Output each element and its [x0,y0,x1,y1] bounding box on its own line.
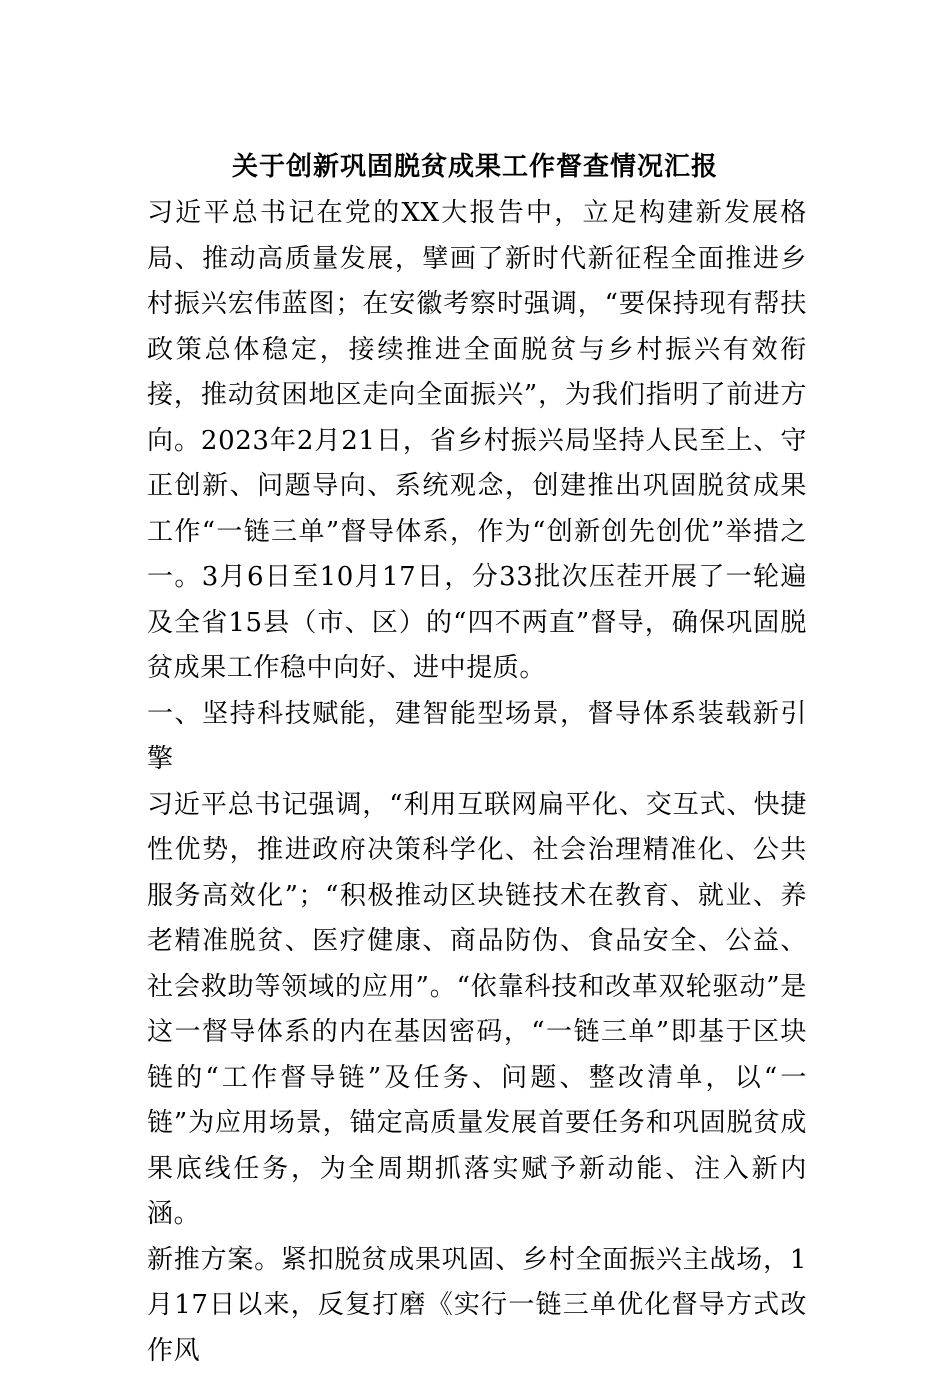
paragraph-intro: 习近平总书记在党的XX大报告中，立足构建新发展格局、推动高质量发展，擘画了新时代新征程全面推进乡村振兴宏伟蓝图；在安徽考察时强调，“要保持现有帮扶政策总体稳定，接续推进全面脱贫与乡村振兴有效衔接，推动贫困地区走向全面振兴”，为我们指明了前进方向。2023年2月21日，省乡村振兴局坚持人民至上、守正创新、问题导向、系统观念，创建推出巩固脱贫成果工作“一链三单”督导体系，作为“创新创先创优”举措之一。3月6日至10月17日，分33批次压茬开展了一轮遍及全省15县（市、区）的“四不两直”督导，确保巩固脱贫成果工作稳中向好、进中提质。 [147,191,807,692]
paragraph-section-1: 习近平总书记强调，“利用互联网扁平化、交互式、快捷性优势，推进政府决策科学化、社会治理精准化、公共服务高效化”；“积极推动区块链技术在教育、就业、养老精准脱贫、医疗健康、商品防伪、食品安全、公益、社会救助等领域的应用”。“依靠科技和改革双轮驱动”是这一督导体系的内在基因密码，“一链三单”即基于区块链的“工作督导链”及任务、问题、整改清单，以“一链”为应用场景，锚定高质量发展首要任务和巩固脱贫成果底线任务，为全周期抓落实赋予新动能、注入新内涵。 [147,783,807,1238]
document-title: 关于创新巩固脱贫成果工作督查情况汇报 [0,147,950,187]
paragraph-new-plan: 新推方案。紧扣脱贫成果巩固、乡村全面振兴主战场，1月17日以来，反复打磨《实行一链三单优化督导方式改作风 [147,1238,807,1374]
section-heading-1: 一、坚持科技赋能，建智能型场景，督导体系装载新引擎 [147,692,807,783]
document-body [147,191,807,1374]
